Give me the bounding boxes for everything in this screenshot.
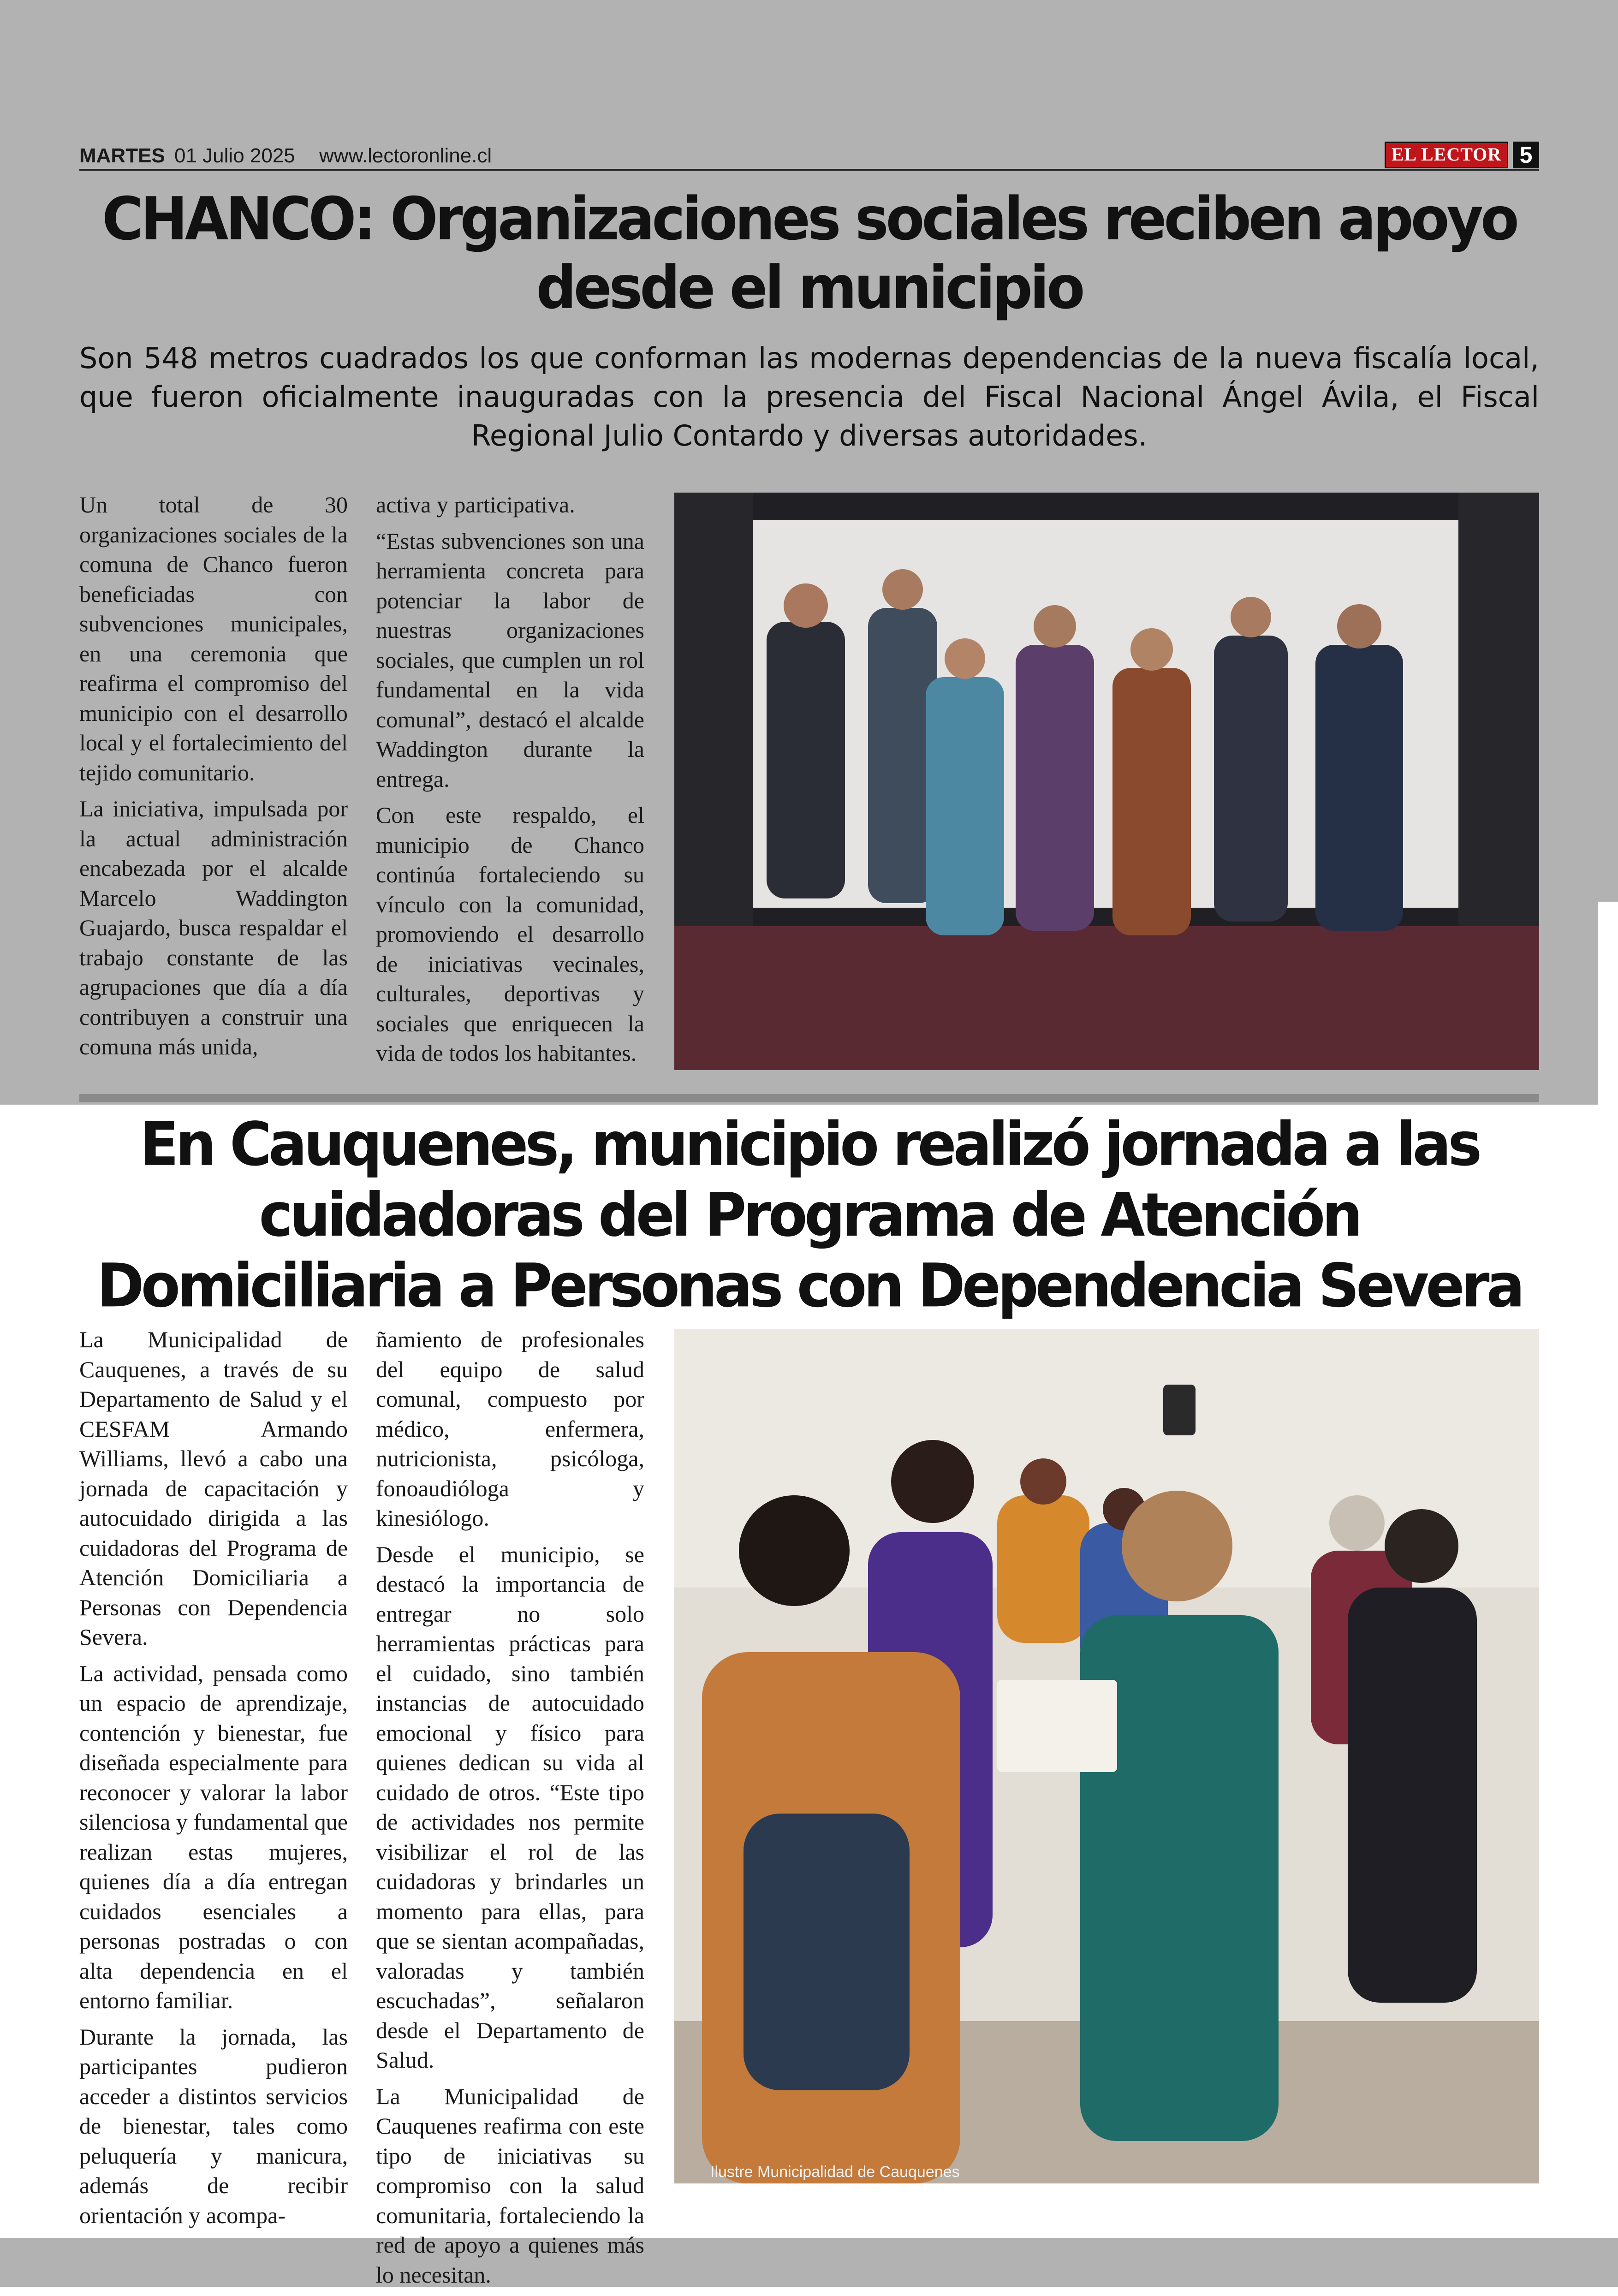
article2-column-1 [79, 1325, 348, 2237]
photo-credit: Ilustre Municipalidad de Cauquenes [710, 2163, 960, 2181]
article1-column-2 [376, 490, 644, 1075]
article1-photo [674, 493, 1539, 1070]
header-day: MARTES [79, 144, 165, 167]
article2-column-2 [376, 1325, 644, 2296]
article1-paragraph: Con este respaldo, el municipio de Chanco continúa fortaleciendo su vínculo con la comunidad, promoviendo el desarrollo de iniciativas vecinales, culturales, deportivas y sociales que enriquecen la vida de todos los habitantes. [376, 802, 644, 1066]
page-margin-notch [1598, 902, 1618, 1105]
page-number: 5 [1513, 142, 1539, 168]
article2-photo [674, 1329, 1539, 2183]
page-header [79, 142, 1539, 170]
group-photo-illustration [674, 493, 1539, 1070]
article1-paragraph: “Estas subvenciones son una herramienta concreta para potenciar la labor de nuestras organizaciones sociales, que cumplen un rol fundamental en la vida comunal”, destacó el alcalde Waddington durante la entrega. [376, 528, 644, 792]
article2-paragraph: Durante la jornada, las participantes pudieron acceder a distintos servicios de bienestar, tales como peluquería y manicura, además de recibir orientación y acompa- [79, 2023, 348, 2228]
article2-paragraph: ñamiento de profesionales del equipo de salud comunal, compuesto por médico, enfermera, nutricionista, psicóloga, fonoaudióloga y kinesiólogo. [376, 1326, 644, 1531]
article1-lead: Son 548 metros cuadrados los que conforman las modernas dependencias de la nueva fiscalía local, que fueron oficialmente inauguradas con la presencia del Fiscal Nacional Ángel Ávila, el Fiscal Regional Julio Contardo y diversas autoridades. [79, 341, 1539, 452]
article1-headline: CHANCO: Organizaciones sociales reciben apoyo desde el municipio [102, 184, 1517, 322]
article-separator [79, 1094, 1539, 1102]
bottom-band [0, 2238, 1618, 2287]
workshop-photo-illustration [674, 1329, 1539, 2183]
header-rule [79, 169, 1539, 171]
newspaper-logo: EL LECTOR [1385, 142, 1508, 168]
article2-paragraph: La actividad, pensada como un espacio de aprendizaje, contención y bienestar, fue diseñada especialmente para reconocer y valorar la labor silenciosa y fundamental que realizan estas mujeres, quienes día a día entregan cuidados esenciales a personas postradas o con alta dependencia en el entorno familiar. [79, 1660, 348, 2013]
article1-column-1 [79, 490, 348, 1068]
header-date: 01 Julio 2025 [174, 144, 295, 167]
article1-paragraph: La iniciativa, impulsada por la actual administración encabezada por el alcalde Marcelo Waddington Guajardo, busca respaldar el trabajo constante de las agrupaciones que día a día contribuyen a construir una comuna más unida, [79, 796, 348, 1059]
article1-paragraph: activa y participativa. [376, 492, 575, 517]
header-url[interactable]: www.lectoronline.cl [319, 144, 492, 167]
article2-paragraph: La Municipalidad de Cauquenes, a través de su Departamento de Salud y el CESFAM Armando Williams, llevó a cabo una jornada de capacitación y autocuidado dirigida a las cuidadoras del Programa de Atención Domiciliaria a Personas con Dependencia Severa. [79, 1326, 348, 1650]
article1-paragraph: Un total de 30 organizaciones sociales de la comuna de Chanco fueron beneficiadas con subvenciones municipales, en una ceremonia que reafirma el compromiso del municipio con el desarrollo local y el fortalecimiento del tejido comunitario. [79, 492, 348, 785]
article2-paragraph: Desde el municipio, se destacó la importancia de entregar no solo herramientas prácticas para el cuidado, sino también instancias de autocuidado emocional y físico para quienes dedican su vida al cuidado de otros. “Este tipo de actividades nos permite visibilizar el rol de las cuidadoras y brindarles un momento para ellas, para que se sientan acompañadas, valoradas y también escuchadas”, señalaron desde el Departamento de Salud. [376, 1541, 644, 2073]
article2-paragraph: La Municipalidad de Cauquenes reafirma con este tipo de iniciativas su compromiso con la salud comunitaria, fortaleciendo la red de apoyo a quienes más lo necesitan. [376, 2083, 644, 2288]
article2-headline: En Cauquenes, municipio realizó jornada a las cuidadoras del Programa de Atención Domiciliaria a Personas con Dependencia Severa [96, 1110, 1522, 1321]
